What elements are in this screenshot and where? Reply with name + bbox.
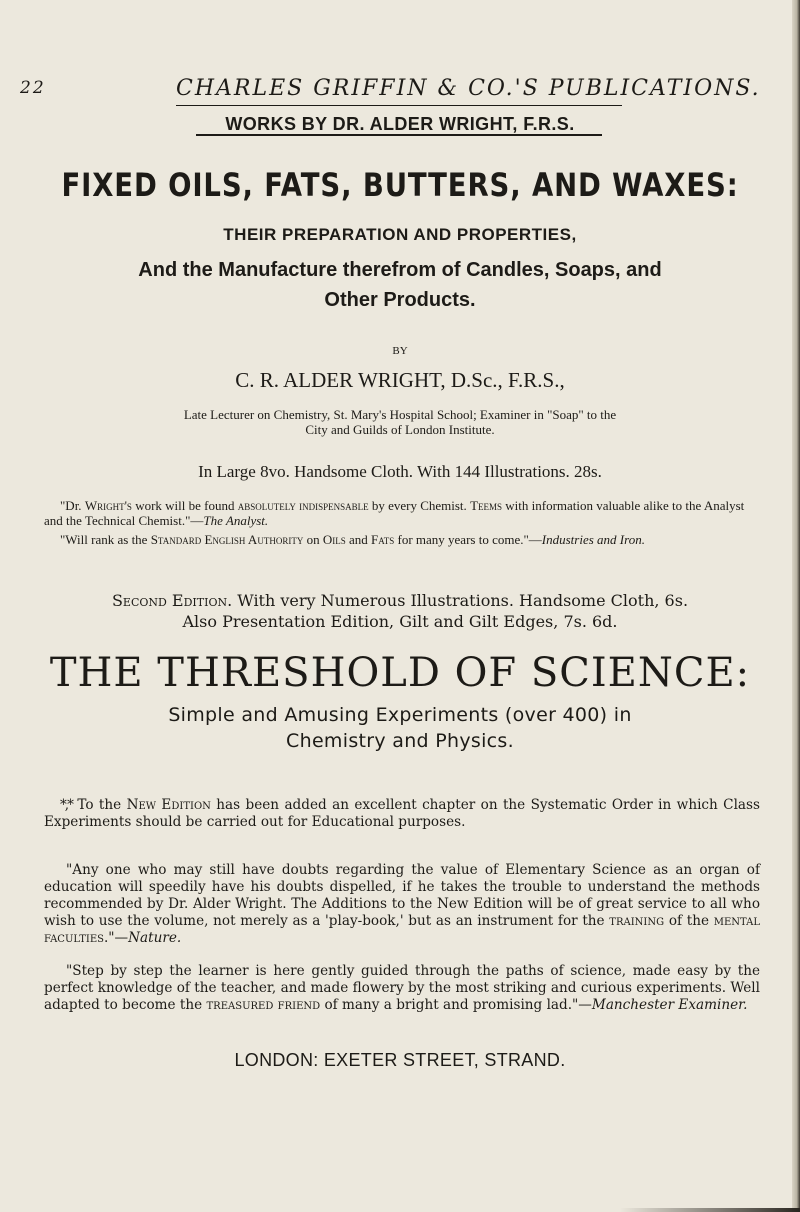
review-text: by every Chemist.	[368, 498, 471, 513]
running-head-title: CHARLES GRIFFIN & CO.'S PUBLICATIONS.	[176, 76, 761, 101]
review-text: Fats	[371, 532, 395, 547]
note-text: To the	[71, 797, 127, 813]
review-text: "Any one who may still have doubts regarding the value of Elementary Science as an organ of education will speedily have his doubts dispelled, if he takes the trouble to understand the methods recommended by Dr. Alder Wright. The Additions to the New Edition will be of great service to all who wish to use the volume, not merely as a 'play-book,' but as an instrument for the	[44, 862, 760, 929]
book2-edition-line-2: Also Presentation Edition, Gilt and Gilt Edges, 7s. 6d.	[182, 612, 618, 631]
book2-subtitle-1: Simple and Amusing Experiments (over 400) in	[168, 704, 632, 726]
book2-review-nature	[44, 862, 760, 947]
review-emphasis: absolutely indispensable	[237, 498, 369, 513]
review-text: with information valuable alike to the Analyst and the Technical Chemist."—	[44, 498, 745, 528]
book1-review-industries	[44, 532, 760, 547]
section-heading: WORKS BY DR. ALDER WRIGHT, F.R.S.	[225, 114, 575, 134]
book2-subtitle-2: Chemistry and Physics.	[286, 730, 514, 752]
review-emphasis: mental faculties	[44, 913, 760, 946]
review-text: Wright's	[84, 498, 132, 513]
review-text: ."—	[103, 930, 129, 946]
review-text: Oils	[322, 532, 346, 547]
review-text: for many years to come."—	[394, 532, 542, 547]
section-heading-rule	[196, 134, 602, 136]
book1-review-analyst	[44, 498, 760, 528]
note-text: has been added an excellent chapter on the Systematic Order in which Class Experiments should be carried out for Educational purposes.	[44, 797, 760, 830]
review-text: on	[303, 532, 323, 547]
page-bottom-edge	[620, 1208, 800, 1212]
book2-edition-line-1	[0, 590, 800, 611]
review-emphasis: training	[609, 913, 665, 929]
book1-title: FIXED OILS, FATS, BUTTERS, AND WAXES:	[61, 166, 739, 204]
book1-subtitle-2: And the Manufacture therefrom of Candles, Soaps, and	[138, 259, 662, 281]
book2-subtitle	[0, 702, 800, 754]
book2-note	[44, 797, 760, 831]
review-text: of the	[664, 913, 714, 929]
book2-edition	[0, 590, 800, 632]
note-emphasis: New Edition	[126, 797, 211, 813]
review-text: Teems	[470, 498, 503, 513]
review-text: "Will rank as the	[60, 532, 151, 547]
author-description-line-1: Late Lecturer on Chemistry, St. Mary's Hospital School; Examiner in "Soap" to the	[183, 407, 617, 422]
author-description-line-2: City and Guilds of London Institute.	[305, 422, 495, 437]
review-source: The Analyst.	[203, 513, 269, 528]
book1-subtitle-block	[0, 255, 800, 315]
review-source: Manchester Examiner.	[591, 997, 748, 1013]
running-head	[0, 76, 800, 106]
page-number: 22	[20, 78, 46, 98]
review-text: of many a bright and promising lad."—	[320, 997, 592, 1013]
review-text: "Step by step the learner is here gently guided through the paths of science, made easy by the perfect knowledge of the teacher, and made flowery by the most striking and curious experiments. Well adapted to become the	[44, 963, 760, 1013]
book2-title: THE THRESHOLD OF SCIENCE:	[49, 650, 751, 696]
review-emphasis: treasured friend	[206, 997, 321, 1013]
review-text: and	[345, 532, 371, 547]
review-source: Nature.	[128, 930, 182, 946]
asterism: *,*	[60, 797, 72, 813]
book1-subtitle-1: THEIR PREPARATION AND PROPERTIES,	[223, 225, 577, 244]
book1-edition: In Large 8vo. Handsome Cloth. With 144 Illustrations. 28s.	[198, 462, 602, 481]
book2-review-manchester	[44, 963, 760, 1014]
publisher-imprint: LONDON: EXETER STREET, STRAND.	[234, 1050, 566, 1070]
page-binding-edge	[792, 0, 800, 1212]
by-line: BY	[392, 345, 408, 357]
running-head-rule	[176, 105, 622, 106]
review-text: "Dr.	[60, 498, 85, 513]
edition-label: Second Edition.	[111, 591, 233, 610]
author-description	[0, 407, 800, 437]
author-name: C. R. ALDER WRIGHT, D.Sc., F.R.S.,	[235, 368, 565, 392]
review-emphasis: Standard English Authority	[150, 532, 304, 547]
edition-text: With very Numerous Illustrations. Handsome Cloth, 6s.	[232, 591, 689, 610]
review-text: work will be found	[131, 498, 238, 513]
book1-subtitle-3: Other Products.	[324, 289, 476, 311]
review-source: Industries and Iron.	[541, 532, 645, 547]
